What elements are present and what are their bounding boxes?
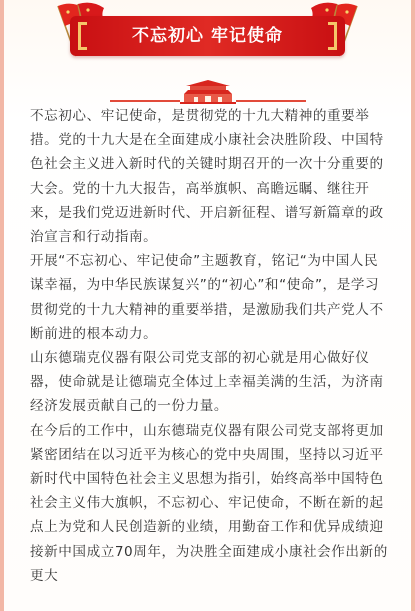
article-body [30,104,388,588]
header-banner [0,0,415,110]
title-banner [70,16,345,56]
paragraph: 开展“不忘初心、牢记使命”主题教育，铭记“为中国人民谋幸福，为中华民族谋复兴”的“初心”和“使命”，是学习贯彻党的十九大精神的重要举措，是激励我们共产党人不断前进的根本动力。 [30,253,384,342]
paragraph: 山东德瑞克仪器有限公司党支部的初心就是用心做好仪器，使命就是让德瑞克全体过上幸福美满的生活，为济南经济发展贡献自己的一份力量。 [30,350,384,415]
divider-left [110,100,180,102]
divider-right [236,100,306,102]
page-title: 不忘初心 牢记使命 [132,26,283,46]
tiananmen-gate-icon [180,78,236,104]
paragraph: 在今后的工作中，山东德瑞克仪器有限公司党支部将更加紧密团结在以习近平为核心的党中央周围，坚持以习近平新时代中国特色社会主义思想为指引，始终高举中国特色社会主义伟大旗帜，不忘初心、牢记使命，不断在新的起点上为党和人民创造新的业绩，用勤奋工作和优异成绩迎接新中国成立70周年，为决胜全面建成小康社会作出新的更大 [30,422,388,584]
paragraph: 不忘初心、牢记使命，是贯彻党的十九大精神的重要举措。党的十九大是在全面建成小康社会决胜阶段、中国特色社会主义进入新时代的关键时期召开的一次十分重要的大会。党的十九大报告，高举旗帜、高瞻远瞩、继往开来，是我们党迈进新时代、开启新征程、谱写新篇章的政治宣言和行动指南。 [30,108,384,246]
